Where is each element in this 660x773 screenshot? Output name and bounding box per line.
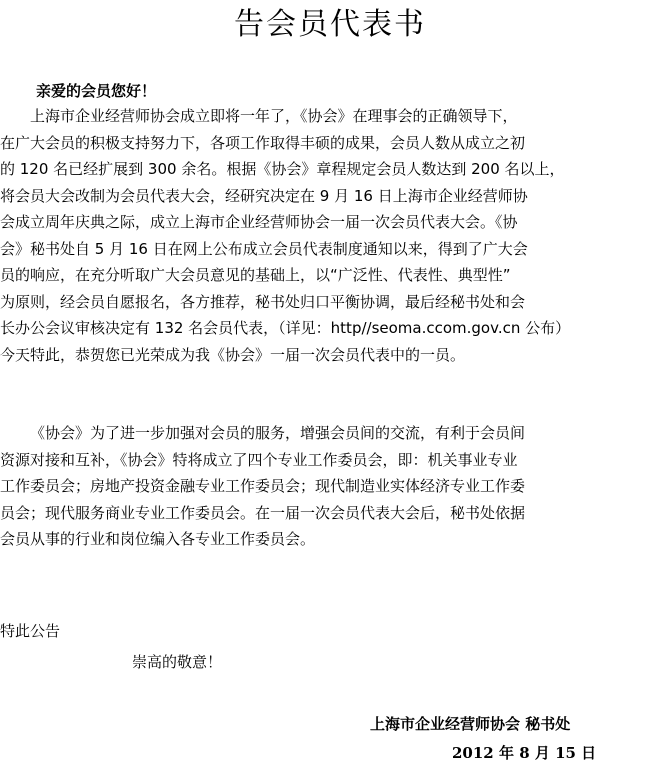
paragraph-line: 在广大会员的积极支持努力下，各项工作取得丰硕的成果，会员人数从成立之初: [0, 133, 526, 152]
closing-notice: 特此公告: [0, 622, 61, 640]
paragraph-line: 为原则，经会员自愿报名，各方推荐，秘书处归口平衡协调，最后经秘书处和会: [0, 292, 526, 311]
paragraph-line: 员的响应，在充分听取广大会员意见的基础上，以“广泛性、代表性、典型性”: [0, 266, 511, 284]
paragraph-line: 会》秘书处自 5 月 16 日在网上公布成立会员代表制度通知以来，得到了广大会: [0, 239, 528, 258]
signature-organization: 上海市企业经营师协会 秘书处: [370, 715, 571, 733]
signature-date: 2012 年 8 月 15 日: [452, 744, 597, 762]
paragraph-line: 上海市企业经营师协会成立即将一年了，《协会》在理事会的正确领导下，: [30, 107, 518, 125]
paragraph-line: 会员从事的行业和岗位编入各专业工作委员会。: [0, 530, 316, 548]
paragraph-line: 将会员大会改制为会员代表大会，经研究决定在 9 月 16 日上海市企业经营师协: [0, 186, 528, 205]
paragraph-line: 会成立周年庆典之际，成立上海市企业经营师协会一届一次会员代表大会。《协: [0, 213, 518, 231]
document-title: 告会员代表书: [234, 7, 426, 42]
paragraph-line: 资源对接和互补，《协会》特将成立了四个专业工作委员会，即：机关事业专业: [0, 450, 518, 469]
paragraph-line: 的 120 名已经扩展到 300 余名。根据《协会》章程规定会员人数达到 200 名以上，: [0, 160, 565, 178]
paragraph-announcement: [0, 103, 655, 368]
paragraph-line: 工作委员会；房地产投资金融专业工作委员会；现代制造业实体经济专业工作委: [0, 477, 526, 495]
paragraph-line: 员会；现代服务商业专业工作委员会。在一届一次会员代表大会后，秘书处依据: [0, 503, 526, 522]
paragraph-line: 长办公会议审核决定有 132 名会员代表，（详见：http//seoma.ccom.gov.cn 公布）: [0, 319, 571, 337]
salutation: 亲爱的会员您好！: [36, 82, 157, 100]
paragraph-line: 今天特此，恭贺您已光荣成为我《协会》一届一次会员代表中的一员。: [0, 345, 466, 364]
regards-line: 崇高的敬意！: [132, 653, 223, 671]
paragraph-line: 《协会》为了进一步加强对会员的服务，增强会员间的交流，有利于会员间: [30, 424, 526, 442]
paragraph-committees: [0, 420, 655, 553]
